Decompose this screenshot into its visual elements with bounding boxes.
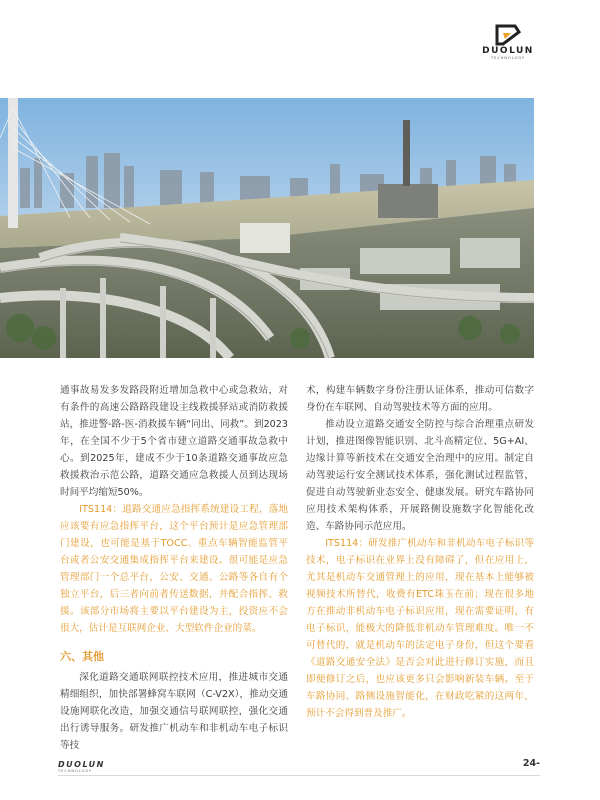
footer-logo [58,760,118,776]
brand-logo [478,24,538,64]
paragraph: 通事故易发多发路段附近增加急救中心或急救站，对有条件的高速公路路段建设主线救援驿站或消防救援站，推进警-路-医-消救援车辆“同出、同救”。到2023年，在全国不少于5个省市建立道路交通事故急救中心。到2025年，建成不少于10条道路交通事故应急救援救治示范公路，道路交通应急救援人员到达现场时间平均缩短50%。 [60,385,288,498]
section-heading: 六、其他 [60,650,104,663]
its114-commentary: ITS114：道路交通应急指挥系统建设工程，落地应该要有应急指挥平台，这个平台预计是应急管理部门建设，也可能是基于TOCC、重点车辆智能监管平台或者公安交通集成指挥平台来建设。很可能是应急管理部门一个总平台，公安、交通、公路等各自有个独立平台，后三者向前者传送数据，并配合指挥、救援。该部分市场将主要以平台建设为主，投资应不会很大，估计是互联网企业、大型软件企业的菜。 [60,504,288,634]
paragraph: 术，构建车辆数字身份注册认证体系，推动可信数字身份在车联网、自动驾驶技术等方面的应用。 [306,385,534,413]
left-column [60,382,288,754]
footer-brand-tagline: TECHNOLOGY [58,769,93,773]
paragraph: 深化道路交通联网联控技术应用，推进城市交通精细组织，加快部署蜂窝车联网（C-V2X），推动交通设施网联化改造，加强交通信号联网联控，强化交通出行诱导服务。研发推广机动车和非机动车电子标识等技 [60,672,288,751]
footer-brand-name: DUOLUN [58,760,105,769]
brand-tagline: TECHNOLOGY [490,56,526,60]
brand-name: DUOLUN [482,46,534,56]
brand-logo-icon [495,24,521,46]
paragraph: 推动设立道路交通安全防控与综合治理重点研发计划，推进图像智能识别、北斗高精定位、5G+AI、边缘计算等新技术在交通安全治理中的应用。制定自动驾驶运行安全测试技术体系，强化测试过程监管，促进自动驾驶新业态安全、健康发展。研究车路协同应用技术架构体系，开展路侧设施数字化智能化改造、车路协同示范应用。 [306,419,534,532]
footer-divider [58,775,540,776]
city-bridge-photo [0,98,534,358]
page-number: 24- [522,758,540,769]
its114-commentary: ITS114：研发推广机动车和非机动车电子标识等技术，电子标识在业界上没有障碍了，但在应用上，尤其是机动车交通管理上的应用，现在基本上能够被视频技术所替代，收费有ETC珠玉在前；现在很多地方在推动非机动车电子标识应用，现在需要证明，有电子标识，能极大的降低非机动车管理难度。唯一不可替代的，就是机动车的法定电子身份，但这个要看《道路交通安全法》是否会对此进行修订实施，而且即便修订之后，也应该更多只会影响新装车辆。至于车路协同、路侧设施智能化，在财政吃紧的这两年，预计不会得到普及推广。 [306,538,534,719]
right-column [306,382,534,722]
